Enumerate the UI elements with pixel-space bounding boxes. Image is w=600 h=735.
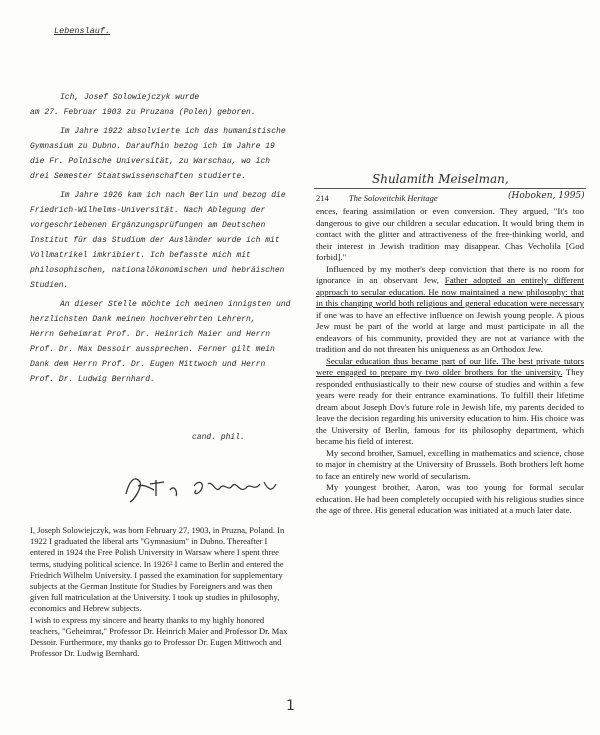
book-text [316,206,584,517]
german-text-line: Friedrich-Wilhelms-Universität. Nach Ablegung der [30,206,266,215]
translation-paragraph: I wish to express my sincere and hearty thanks to my highly honored teachers, "Geheimrat," Professor Dr. Heinrich Maier and Professor Dr. Max Dessoir. Furthermore, my thanks go to Professor Dr. Eugen Mittwoch and Professor Dr. Ludwig Bernhard. [30,614,288,659]
book-paragraph [316,264,584,356]
underlined-text: Secular education thus became part of our life. The best private tutors were engaged to prepare my two older brothers for the university. [316,355,584,377]
german-text-line: Im Jahre 1926 kam ich nach Berlin und bezog die [60,191,286,200]
divider-line [314,188,586,189]
german-text-line: An dieser Stelle möchte ich meinen innigsten und [60,300,291,309]
cand-phil-label: cand. phil. [192,433,245,442]
book-page-number: 214 [316,193,329,203]
book-paragraph [316,356,584,448]
german-text-line: vorgeschriebenen Ergänzungsprüfungen am Deutschen [30,221,266,230]
english-translation [30,525,292,659]
book-title: The Soloveitchik Heritage [348,193,438,203]
german-text-line: Dank dem Herrn Prof. Dr. Eugen Mittwoch und Herrn [30,360,266,369]
german-text-line: Herrn Geheimrat Prof. Dr. Heinrich Maier und Herrn [30,330,271,339]
book-paragraph: My second brother, Samuel, excelling in mathematics and science, chose to major in chemistry at the University of Brussels. Both brothers left home to face an entirely new world of secularism. [316,447,584,481]
german-text-line: Institut für das Studium der Ausländer wurde ich mit [30,236,280,245]
handwritten-note: (Hoboken, 1995) [508,191,585,201]
lebenslauf-heading: Lebenslauf. [54,26,111,36]
german-text-line: Gymnasium zu Dubno. Daraufhin bezog ich im Jahre 19 [30,142,275,151]
book-paragraph: My youngest brother, Aaron, was too young for formal secular education. He had been completely occupied with his religious studies since the age of three. His general education was initiated at a much later date. [316,482,584,515]
text-run: if one was to have an effective influence on Jewish young people. A pious Jew must be part of the world at large and must participate in all the endeavors of his community, provided they are not at variance with the tradition and do not threaten his uniqueness as an Orthodox Jew. [316,309,584,354]
german-text-line: die Fr. Polnische Universität, zu Warschau, wo ich [30,157,271,166]
translation-paragraph: I, Joseph Solowiejczyk, was born February 27, 1903, in Pruzna, Poland. In 1922 I graduated the liberal arts "Gymnasium" in Dubno. Thereafter I entered in 1924 the Free Polish University in Warsaw where I spent three terms, studying political science. In 1926² I came to Berlin and entered the Friedrich Wilhelm University. I passed the examination for supplementary subjects at the German Institute for Studies by Foreigners and was then given full matriculation at the University. I took up studies in philosophy, economics and Hebrew subjects. [30,525,285,614]
book-paragraph: ences, fearing assimilation or even conversion. They argued, "It's too dangerous to give our children a secular education. It would bring them in contact with the glitter and attractiveness of the free-thinking world, and their interest in Jewish tradition may disappear. Chas Vecholila [God forbid]." [316,206,584,262]
book-page-header [316,193,438,203]
german-text-line: philosophischen, nationalökonomischen und hebräischen [30,266,285,275]
german-text-line: Prof. Dr. Max Dessoir aussprechen. Ferner gilt mein [30,345,275,354]
signature-image [120,470,280,506]
german-text-line: herzlichsten Dank meinen hochverehrten Lehrern, [30,315,256,324]
german-text-line: Im Jahre 1922 absolvierte ich das humanistische [60,127,286,136]
text-run: Influenced by my mother's deep conviction that there is no room for ignorance in an observant Jew, [316,263,584,285]
german-text-line: Ich, Josef Solowiejczyk wurde [60,93,200,102]
text-run: They responded enthusiastically to their new course of studies and within a few years were ready for their entrance examinations. To fulfill their lifetime dream about Joseph Dov's future role in Jewish life, my parents decided to leave the decision regarding his university education to him. His choice was the University of Berlin, famous for its philosophy department, which became his field of interest. [316,367,584,446]
german-text-line: Studien. [30,281,69,290]
underlined-text: Father adopted an entirely different approach to secular education. He now maintained a new philosophy: that in this changing world both religious and general education were necessary [316,275,584,308]
german-text-line: Vollmatrikel imkribiert. Ich befasste mich mit [30,251,251,260]
page-mark: 1 [286,698,295,714]
german-text-line: drei Semester Staatswissenschaften studierte. [30,172,247,181]
german-text-line: Prof. Dr. Ludwig Bernhard. [30,375,155,384]
german-text-line: am 27. Februar 1903 zu Pruzana (Polen) geboren. [30,108,256,117]
handwritten-author: Shulamith Meiselman, [372,172,509,186]
